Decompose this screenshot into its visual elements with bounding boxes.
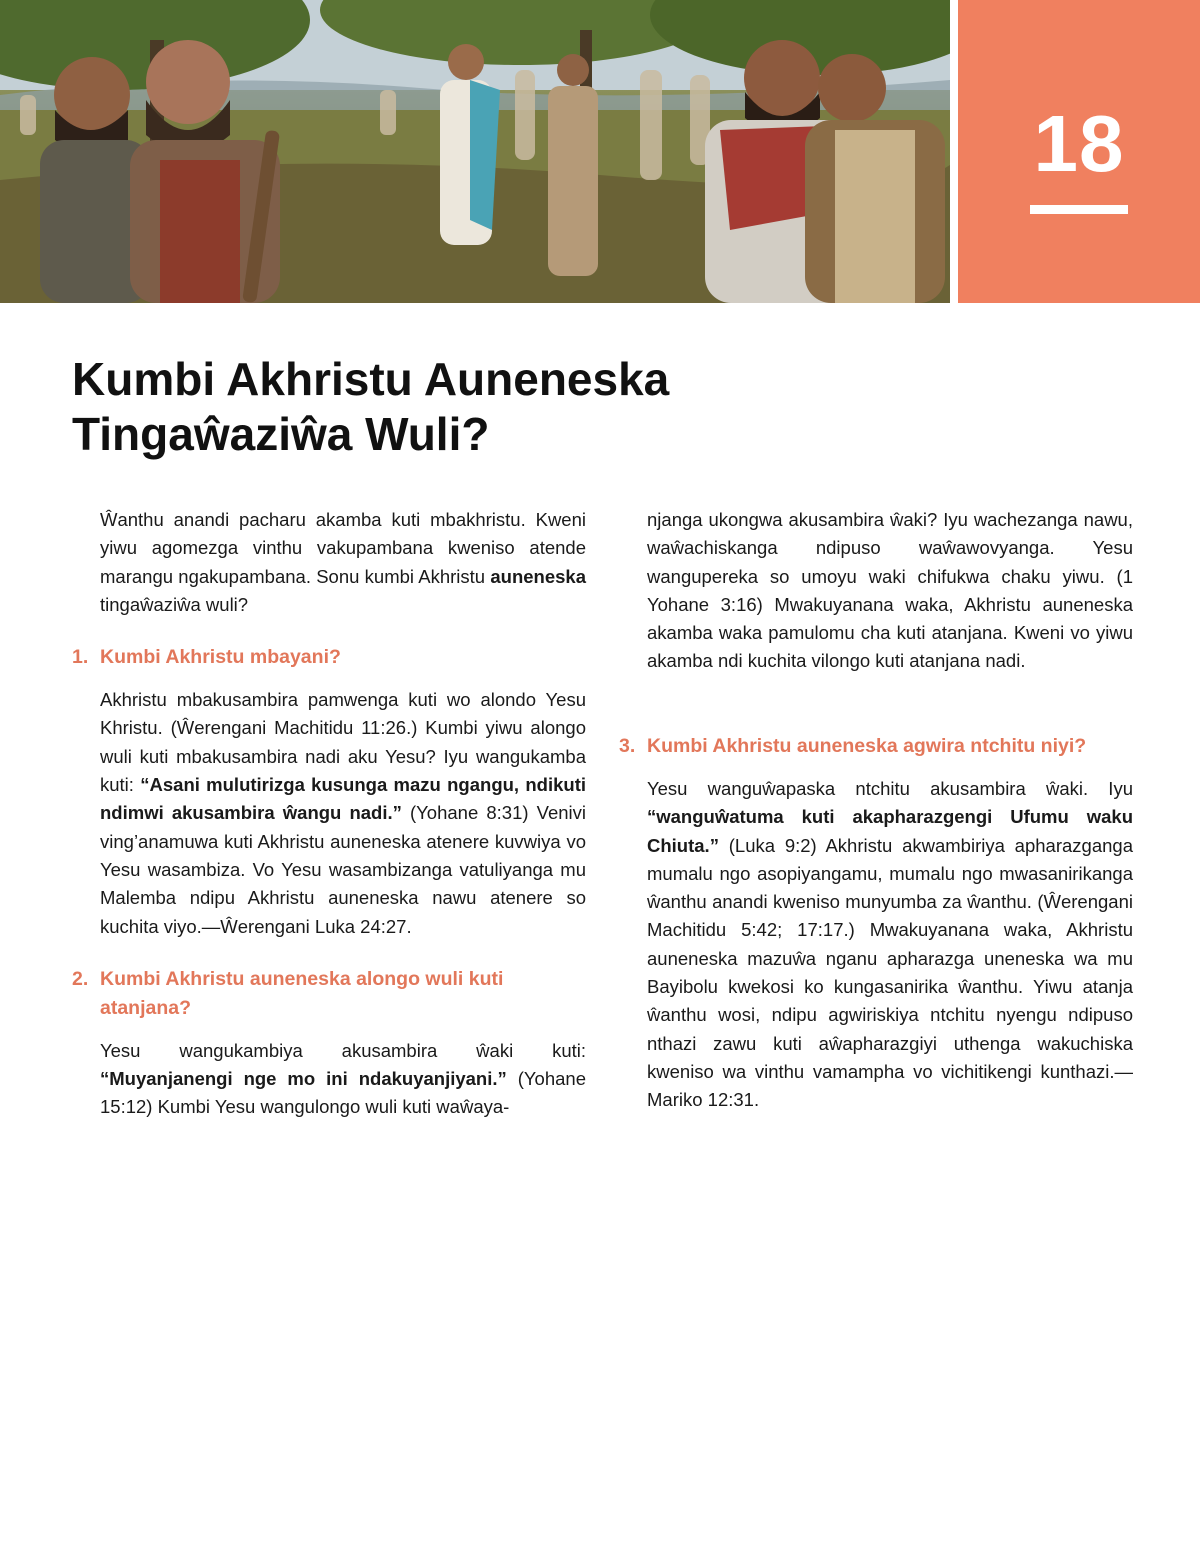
answer-3-text-end: (Luka 9:2) Akhristu akwambiriya apharazganga mumalu ngo asopiyangamu, mumalu ngo mwasanirikanga ŵanthu anandi kweniso munyumba za ŵanthu. (Ŵerengani Machitidu 5:42; 17:17.) Mwakuyanana waka, Akhristu auneneska mazuŵa nganu apharazga uneneska wa mu Bayibolu kwekosi ko kungasanirika ŵanthu. Yiwu atanja ŵanthu wosi, ndipu agwiriskiya ntchitu nyengu ndipuso nthazi zawu kuti aŵapharazgiyi uthenga wakuchiska kweniso wa vinthu vamampha vo vichitikengi kunthazi.—Mariko 12:31. bbox=[647, 834, 1133, 1111]
answer-1-text: Akhristu mbakusambira pamwenga kuti wo alondo Yesu Khristu. (Ŵerengani Machitidu 11:26.) Kumbi yiwu alongo wuli kuti mbakusambira nadi aku Yesu? Iyu wangukamba kuti: bbox=[100, 689, 586, 796]
lesson-number-panel bbox=[958, 0, 1200, 303]
answer-1-text-end: (Yohane 8:31) Venivi ving’anamuwa kuti Akhristu auneneska atenere kuvwiya vo Yesu wasambiza. Vo Yesu wasambizanga vatuliyanga mu Malemba ndipu Akhristu auneneska nawu atenere so kuchita viyo.—Ŵerengani Luka 24:27. bbox=[100, 802, 586, 937]
answer-1-quote: “Asani mulutirizga kusunga mazu ngangu, ndikuti ndimwi akusambira ŵangu nadi.” bbox=[100, 774, 587, 824]
question-heading-3 bbox=[619, 732, 1133, 761]
question-text-2: Kumbi Akhristu auneneska alongo wuli kuti atanjana? bbox=[100, 967, 504, 1019]
answer-paragraph-2-continued bbox=[647, 506, 1133, 704]
question-number-1: 1. bbox=[72, 646, 89, 669]
answer-paragraph-1 bbox=[100, 686, 586, 941]
left-column bbox=[72, 506, 587, 1150]
disciples-walking-illustration bbox=[0, 0, 950, 303]
answer-2-quote: “Muyanjanengi nge mo ini ndakuyanjiyani.” bbox=[100, 1068, 507, 1090]
answer-3-quote: “wanguŵatuma kuti akapharazgengi Ufumu waku Chiuta.” bbox=[647, 806, 1133, 856]
question-text-1: Kumbi Akhristu mbayani? bbox=[100, 646, 341, 669]
intro-text-end: tingaŵaziŵa wuli? bbox=[100, 593, 249, 615]
answer-3-text: Yesu wanguŵapaska ntchitu akusambira ŵaki. Iyu bbox=[647, 778, 1133, 799]
answer-2-continuation: njanga ukongwa akusambira ŵaki? Iyu wachezanga nawu, waŵachiskanga ndipuso waŵawovyanga. Yesu wangupereka so umoyu waki chifukwa chaku yiwu. (1 Yohane 3:16) Mwakuyanana waka, Akhristu auneneska akamba waka pamulomu cha kuti atanjana. Kweni vo yiwu akamba ndi kuchita vilongo kuti atanjana nadi. bbox=[647, 509, 1133, 672]
question-number-2: 2. bbox=[72, 967, 89, 990]
answer-2-text-end: (Yohane 15:12) Kumbi Yesu wangulongo wuli kuti waŵaya- bbox=[100, 1068, 586, 1118]
answer-paragraph-3 bbox=[647, 775, 1133, 1115]
question-heading-1 bbox=[72, 643, 586, 672]
right-column bbox=[619, 506, 1133, 1115]
intro-paragraph bbox=[100, 506, 586, 619]
page-title-line-2: Tingaŵaziŵa Wuli? bbox=[72, 408, 490, 460]
question-heading-2 bbox=[72, 965, 586, 1023]
page-title-line-1: Kumbi Akhristu Auneneska bbox=[72, 353, 670, 405]
question-text-3: Kumbi Akhristu auneneska agwira ntchitu niyi? bbox=[647, 735, 1087, 757]
intro-emphasis: auneneska bbox=[490, 565, 586, 587]
page-title bbox=[72, 352, 872, 462]
answer-paragraph-2 bbox=[100, 1037, 586, 1150]
question-number-3: 3. bbox=[619, 735, 636, 757]
hero-illustration bbox=[0, 0, 950, 303]
intro-text: Ŵanthu anandi pacharu akamba kuti mbakhristu. Kweni yiwu agomezga vinthu vakupambana kweniso atende marangu ngakupambana. Sonu kumbi Akhristu bbox=[100, 509, 586, 587]
lesson-number: 18 bbox=[1033, 99, 1125, 188]
lesson-number-underline bbox=[1030, 205, 1128, 214]
answer-2-text: Yesu wangukambiya akusambira ŵaki kuti: bbox=[100, 1039, 586, 1061]
